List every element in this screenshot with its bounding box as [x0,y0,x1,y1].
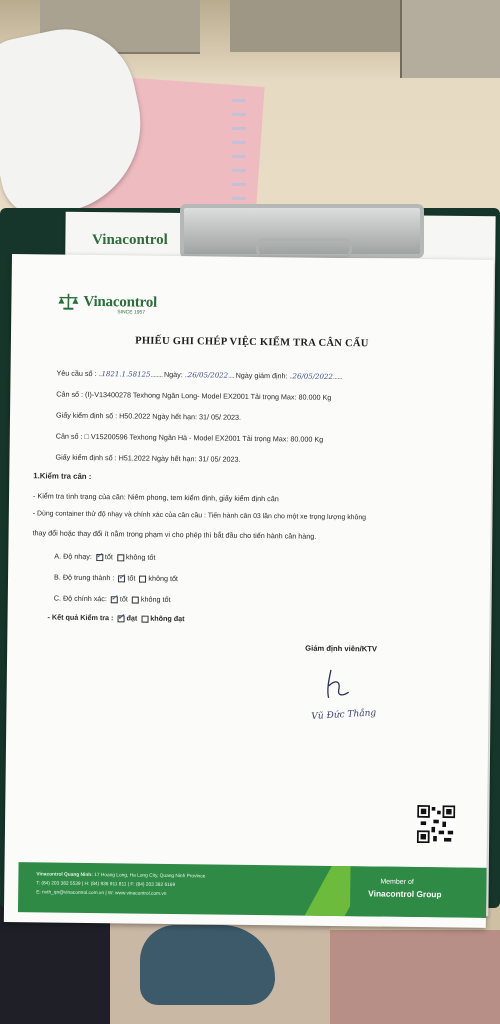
checkbox-bad[interactable] [117,554,124,561]
check-label: A. Độ nhạy: [54,551,92,561]
good-label: tốt [119,594,128,604]
form-title: PHIẾU GHI CHÉP VIỆC KIỂM TRA CÂN CẨU [135,335,369,350]
result-row [48,612,185,623]
date-value: 26/05/2022 [187,371,229,380]
checkbox-bad[interactable] [132,596,139,603]
scale-1-line: Cân số : (I)-V13400278 Texhong Ngân Long- Model EX2001 Tải trọng Max: 80.000 Kg [56,389,332,402]
scale-2-cert: Giấy kiểm định số : H51.2022 Ngày hết hạn: 31/ 05/ 2023. [55,452,241,464]
red-box [330,930,500,1024]
vinacontrol-logo [57,293,158,316]
footer-address-text: 17 Hoang Long, Ha Long City, Quang Ninh Province [92,873,206,880]
scale-1-cert: Giấy kiểm định số : H50.2022 Ngày hết hạn: 31/ 05/ 2023. [55,410,242,422]
clip-ring [256,238,352,258]
good-label: tốt [127,573,136,583]
footer-phones: T: (84) 203 382 5539 | H: (84) 936 911 811 | F: (84) 203 382 6169 [36,881,176,889]
back-sheet-logo: Vinacontrol [92,232,168,248]
fail-label: không đạt [150,613,185,624]
pass-label: đạt [126,613,138,623]
check-row-accuracy [54,594,171,604]
request-label: Yêu cầu số : [56,368,97,379]
bad-label: không tốt [140,594,171,604]
shoe [140,925,275,1005]
footer-band [18,862,487,918]
scale-2-line: Cân số : □ V15200596 Texhong Ngân Hà - Model EX2001 Tải trọng Max: 80.000 Kg [55,431,324,444]
checkbox-bad[interactable] [139,575,146,582]
result-label: - Kết quả Kiểm tra : [47,612,114,623]
inspection-form-sheet [4,254,494,928]
request-number: 1821.1.58125 [101,370,151,379]
checkbox-good[interactable]: ✓ [95,550,103,560]
cabinet [400,0,500,78]
check-row-fidelity [54,573,178,584]
logo-text: Vinacontrol [83,293,158,311]
scale-logo-icon [57,293,79,311]
logo-since: SINCE 1957 [117,309,146,316]
check-label: C. Độ chính xác: [53,593,107,604]
check-label: B. Độ trung thành : [54,572,115,583]
footer-address [36,872,205,879]
inspect-date-value: 26/05/2022 [292,372,333,381]
footer-contacts: E: nvth_qn@vinacontrol.com.vn | W: www.vinacontrol.com.vn [36,890,167,897]
inspect-date-label: Ngày giám định: [235,370,288,381]
cabinet [230,0,400,52]
checkbox-pass[interactable]: ✓ [117,611,125,621]
checkbox-good[interactable]: ✓ [110,592,118,602]
pink-paper-holes [232,92,246,202]
section-heading: 1.Kiểm tra cân : [33,471,92,481]
checkbox-fail[interactable] [141,615,148,622]
bullet-2a: - Dùng container thử độ nhạy và chính xác của cân cầu : Tiến hành cân 03 lần cho một xe trọng lượng không [32,510,367,522]
inspector-name: Vũ Đức Thắng [311,708,377,722]
signature-mark-icon [323,666,363,702]
good-label: tốt [104,552,113,562]
footer-group-label: Vinacontrol Group [368,888,442,900]
bullet-1: - Kiểm tra tình trạng của cân: Niêm phong, tem kiểm định, giấy kiểm định cân [32,491,279,504]
bad-label: không tốt [125,552,156,562]
bullet-2b: thay đổi hoặc thay đổi ít nằm trong phạm vi cho phép thì bắt đầu cho tiến hành cân hàng. [32,528,317,541]
check-row-sensitivity [54,552,155,562]
footer-member-label: Member of [380,878,414,886]
footer-office-name: Vinacontrol Quang Ninh: [36,872,93,879]
checkbox-good[interactable]: ✓ [118,571,126,581]
date-label: Ngày: [163,369,183,380]
bad-label: không tốt [148,573,179,584]
qr-code-icon [417,805,455,843]
request-line: Yêu cầu số : ..1821.1.58125........ Ngày: ..26/05/2022.... Ngày giám định: ..26/05/2022...... [56,368,342,382]
inspector-title: Giám định viên/KTV [305,643,377,654]
